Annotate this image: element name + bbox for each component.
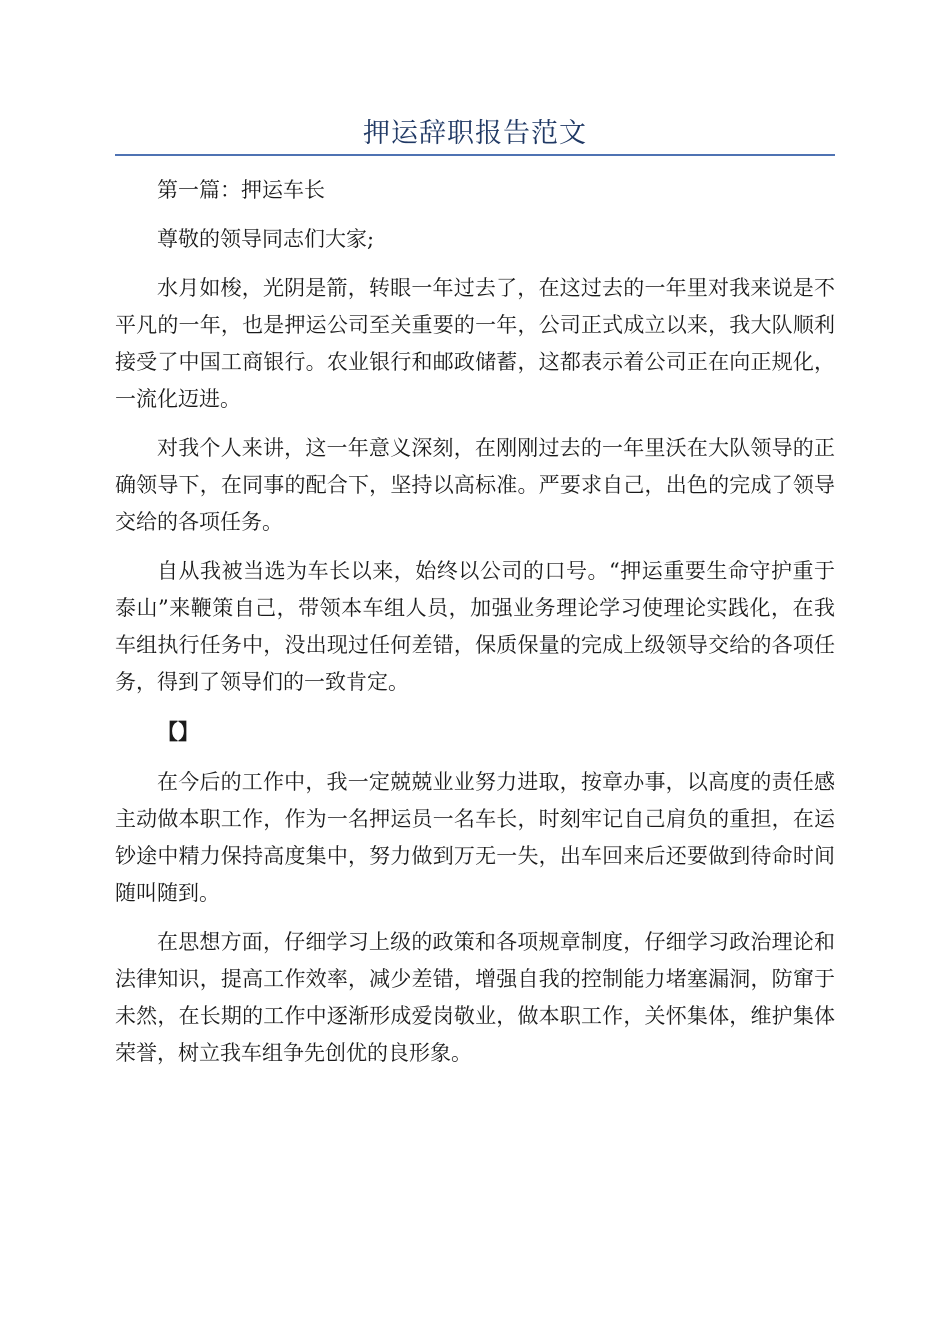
title-underline	[115, 154, 835, 156]
section-heading: 第一篇：押运车长	[157, 178, 325, 202]
salutation: 尊敬的领导同志们大家;	[157, 227, 375, 251]
paragraph: 在思想方面，仔细学习上级的政策和各项规章制度，仔细学习政治理论和法律知识，提高工作效率，减少差错，增强自我的控制能力堵塞漏洞，防窜于未然，在长期的工作中逐渐形成爱岗敬业，做本职工作，关怀集体，维护集体荣誉，树立我车组争先创优的良形象。	[115, 930, 835, 1065]
bracket-marker: 【】	[157, 719, 199, 744]
paragraph: 对我个人来讲，这一年意义深刻，在刚刚过去的一年里沃在大队领导的正确领导下，在同事的配合下，坚持以高标准。严要求自己，出色的完成了领导交给的各项任务。	[115, 436, 835, 534]
paragraph: 水月如梭，光阴是箭，转眼一年过去了，在这过去的一年里对我来说是不平凡的一年，也是押运公司至关重要的一年，公司正式成立以来，我大队顺利接受了中国工商银行。农业银行和邮政储蓄，这都表示着公司正在向正规化，一流化迈进。	[115, 276, 835, 411]
document-body	[115, 172, 835, 1084]
paragraph: 自从我被当选为车长以来，始终以公司的口号。“押运重要生命守护重于泰山”来鞭策自己，带领本车组人员，加强业务理论学习使理论实践化，在我车组执行任务中，没出现过任何差错，保质保量的完成上级领导交给的各项任务，得到了领导们的一致肯定。	[115, 559, 835, 694]
paragraph: 在今后的工作中，我一定兢兢业业努力进取，按章办事，以高度的责任感主动做本职工作，作为一名押运员一名车长，时刻牢记自己肩负的重担，在运钞途中精力保持高度集中，努力做到万无一失，出车回来后还要做到待命时间随叫随到。	[115, 770, 835, 905]
document-title: 押运辞职报告范文	[363, 118, 587, 149]
